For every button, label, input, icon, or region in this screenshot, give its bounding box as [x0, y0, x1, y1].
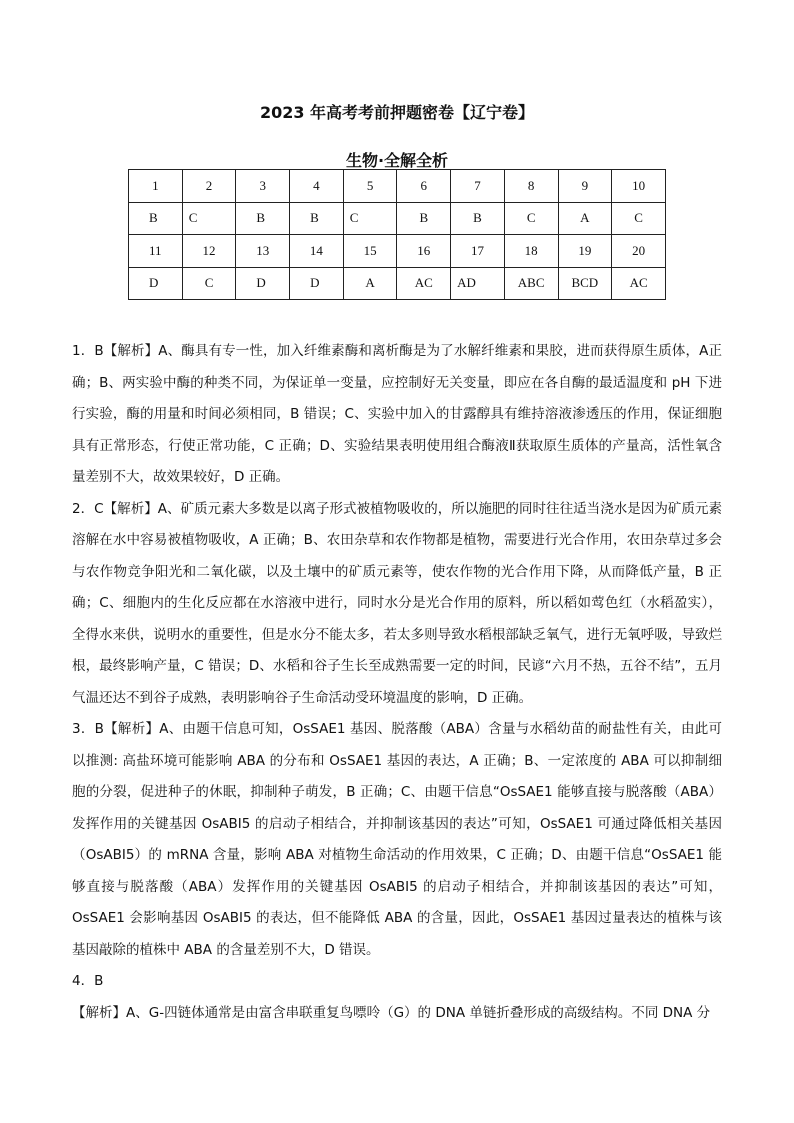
table-cell: A — [558, 202, 612, 235]
table-cell: 1 — [129, 170, 183, 203]
table-cell: B — [236, 202, 290, 235]
table-cell: 8 — [504, 170, 558, 203]
table-cell: 10 — [612, 170, 666, 203]
table-cell: 4 — [290, 170, 344, 203]
table-cell: 20 — [612, 235, 666, 268]
table-cell: 15 — [343, 235, 397, 268]
table-cell: 3 — [236, 170, 290, 203]
table-row — [129, 170, 666, 203]
table-cell: B — [290, 202, 344, 235]
analysis-body — [72, 336, 722, 1029]
table-cell: 14 — [290, 235, 344, 268]
table-cell: 13 — [236, 235, 290, 268]
analysis-paragraph: 2．C【解析】A、矿质元素大多数是以离子形式被植物吸收的，所以施肥的同时往往适当浇水是因为矿质元素溶解在水中容易被植物吸收，A 正确；B、农田杂草和农作物都是植物，需要进行光合作用，农田杂草过多会与农作物竞争阳光和二氧化碳，以及土壤中的矿质元素等，使农作物的光合作用下降，从而降低产量，B 正确；C、细胞内的生化反应都在水溶液中进行，同时水分是光合作用的原料，所以稻如莺色红（水稻盈实），全得水来供，说明水的重要性，但是水分不能太多，若太多则导致水稻根部缺乏氧气，进行无氧呼吸，导致烂根，最终影响产量，C 错误；D、水稻和谷子生长至成熟需要一定的时间，民谚“六月不热，五谷不结”，五月气温还达不到谷子成熟，表明影响谷子生命活动受环境温度的影响，D 正确。 — [72, 500, 722, 706]
table-cell: 5 — [343, 170, 397, 203]
table-cell: BCD — [558, 267, 612, 300]
table-cell: 2 — [182, 170, 236, 203]
page-title: 2023 年高考考前押题密卷【辽宁卷】 — [259, 103, 535, 122]
table-row — [129, 267, 666, 300]
table-cell: 11 — [129, 235, 183, 268]
answer-table — [128, 169, 666, 300]
table-cell: 17 — [451, 235, 505, 268]
table-cell: AC — [397, 267, 451, 300]
table-cell: A — [343, 267, 397, 300]
analysis-paragraph: 4．B — [72, 973, 104, 989]
table-cell: 9 — [558, 170, 612, 203]
table-cell: B — [129, 202, 183, 235]
table-cell: 19 — [558, 235, 612, 268]
table-cell: 12 — [182, 235, 236, 268]
table-cell: D — [129, 267, 183, 300]
table-cell: C — [182, 267, 236, 300]
table-cell: AD — [451, 267, 505, 300]
table-cell: C — [343, 202, 397, 235]
analysis-paragraph: 【解析】A、G-四链体通常是由富含串联重复鸟嘌呤（G）的 DNA 单链折叠形成的高级结构。不同 DNA 分 — [72, 1004, 711, 1021]
table-cell: 18 — [504, 235, 558, 268]
table-cell: ABC — [504, 267, 558, 300]
table-cell: 16 — [397, 235, 451, 268]
table-cell: B — [397, 202, 451, 235]
table-row — [129, 202, 666, 235]
analysis-paragraph: 3．B【解析】A、由题干信息可知，OsSAE1 基因、脱落酸（ABA）含量与水稻幼苗的耐盐性有关，由此可以推测: 高盐环境可能影响 ABA 的分布和 OsSAE1 基因的表达，A 正确；B、一定浓度的 ABA 可以抑制细胞的分裂，促进种子的休眠，抑制种子萌发，B 正确；C、由题干信息“OsSAE1 能够直接与脱落酸（ABA）发挥作用的关键基因 OsABI5 的启动子相结合，并抑制该基因的表达”可知，OsSAE1 可通过降低相关基因（OsABI5）的 mRNA 含量，影响 ABA 对植物生命活动的作用效果，C 正确；D、由题干信息“OsSAE1 能够直接与脱落酸（ABA）发挥作用的关键基因 OsABI5 的启动子相结合，并抑制该基因的表达”可知，OsSAE1 会影响基因 OsABI5 的表达，但不能降低 ABA 的含量，因此，OsSAE1 基因过量表达的植株与该基因敲除的植株中 ABA 的含量差别不大，D 错误。 — [72, 721, 722, 958]
table-cell: 6 — [397, 170, 451, 203]
analysis-paragraph: 1．B【解析】A、酶具有专一性，加入纤维素酶和离析酶是为了水解纤维素和果胶，进而获得原生质体，A正确；B、两实验中酶的种类不同，为保证单一变量，应控制好无关变量，即应在各自酶的最适温度和 pH 下进行实验，酶的用量和时间必须相同，B 错误；C、实验中加入的甘露醇具有维持溶液渗透压的作用，保证细胞具有正常形态，行使正常功能，C 正确；D、实验结果表明使用组合酶液Ⅱ获取原生质体的产量高，活性氧含量差别不大，故效果较好，D 正确。 — [72, 343, 722, 485]
table-cell: D — [290, 267, 344, 300]
table-cell: C — [612, 202, 666, 235]
page-subtitle: 生物·全解全析 — [345, 151, 449, 170]
table-cell: C — [504, 202, 558, 235]
table-cell: C — [182, 202, 236, 235]
table-row — [129, 235, 666, 268]
table-cell: B — [451, 202, 505, 235]
table-cell: AC — [612, 267, 666, 300]
table-cell: D — [236, 267, 290, 300]
table-cell: 7 — [451, 170, 505, 203]
